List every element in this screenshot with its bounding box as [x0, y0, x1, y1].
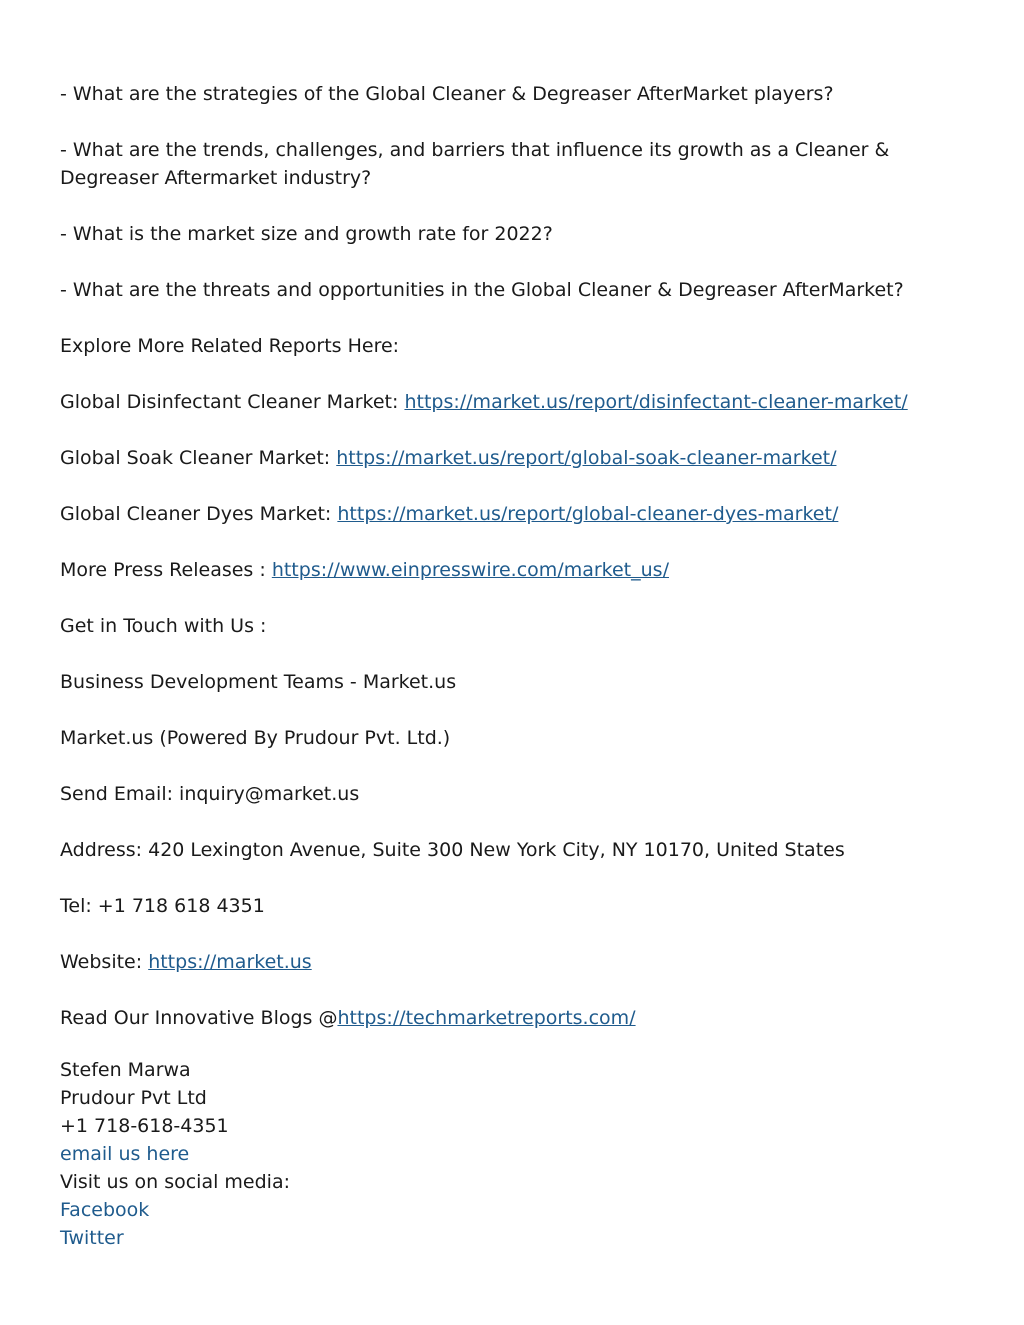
question-market-size: - What is the market size and growth rate for 2022? — [60, 223, 553, 245]
facebook-link[interactable]: Facebook — [60, 1199, 150, 1221]
related-report-label: Global Cleaner Dyes Market: — [60, 503, 338, 525]
related-report-soak — [60, 444, 980, 472]
press-releases-link[interactable]: https://www.einpresswire.com/market_us/ — [271, 559, 669, 581]
website-label: Website: — [60, 951, 149, 973]
website-link[interactable]: https://market.us — [148, 951, 312, 973]
website — [60, 948, 980, 976]
email-us-link[interactable]: email us here — [60, 1143, 190, 1165]
explore-heading: Explore More Related Reports Here: — [60, 335, 400, 357]
press-release-body — [60, 80, 980, 1032]
related-report-link[interactable]: https://market.us/report/global-cleaner-dyes-market/ — [337, 503, 839, 525]
bd-team: Business Development Teams - Market.us — [60, 671, 457, 693]
contact-block — [60, 1056, 660, 1252]
blogs-label: Read Our Innovative Blogs @ — [60, 1007, 338, 1029]
question-trends: - What are the trends, challenges, and barriers that influence its growth as a Cleaner & Degreaser Aftermarket industry? — [60, 139, 890, 189]
send-email: Send Email: inquiry@market.us — [60, 783, 360, 805]
contact-name: Stefen Marwa — [60, 1059, 191, 1081]
related-report-link[interactable]: https://market.us/report/global-soak-cleaner-market/ — [336, 447, 837, 469]
related-report-dyes — [60, 500, 980, 528]
blogs — [60, 1004, 980, 1032]
telephone: Tel: +1 718 618 4351 — [60, 895, 265, 917]
blogs-link[interactable]: https://techmarketreports.com/ — [337, 1007, 636, 1029]
address: Address: 420 Lexington Avenue, Suite 300 New York City, NY 10170, United States — [60, 839, 845, 861]
contact-phone: +1 718-618-4351 — [60, 1115, 229, 1137]
contact-company: Prudour Pvt Ltd — [60, 1087, 207, 1109]
related-report-disinfectant — [60, 388, 980, 416]
related-report-label: Global Soak Cleaner Market: — [60, 447, 337, 469]
social-media-label: Visit us on social media: — [60, 1171, 291, 1193]
question-threats: - What are the threats and opportunities in the Global Cleaner & Degreaser AfterMarket? — [60, 279, 904, 301]
press-releases — [60, 556, 980, 584]
powered-by: Market.us (Powered By Prudour Pvt. Ltd.) — [60, 727, 451, 749]
twitter-link[interactable]: Twitter — [60, 1227, 124, 1249]
question-strategies: - What are the strategies of the Global Cleaner & Degreaser AfterMarket players? — [60, 83, 834, 105]
get-in-touch: Get in Touch with Us : — [60, 615, 267, 637]
related-report-label: Global Disinfectant Cleaner Market: — [60, 391, 405, 413]
press-releases-label: More Press Releases : — [60, 559, 272, 581]
related-report-link[interactable]: https://market.us/report/disinfectant-cleaner-market/ — [404, 391, 908, 413]
